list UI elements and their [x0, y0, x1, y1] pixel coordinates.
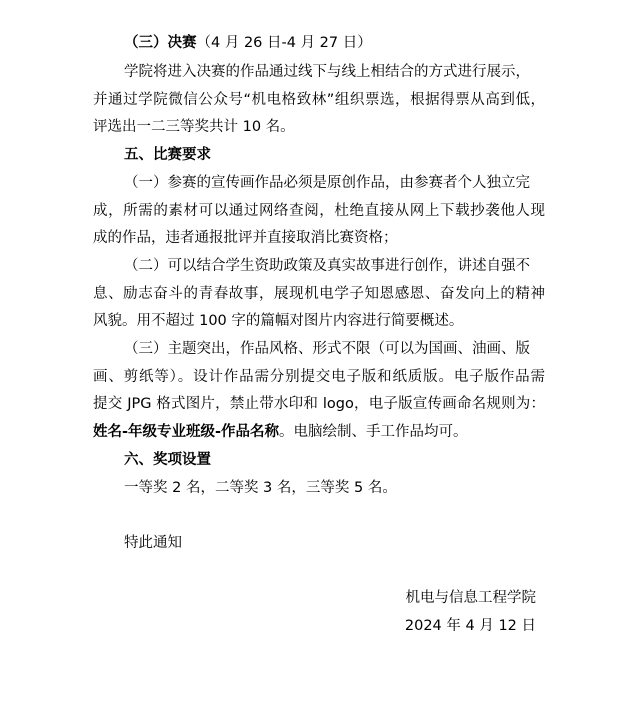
section-final-heading [124, 31, 576, 55]
paragraph-line: 并通过学院微信公众号“机电格致林”组织票选，根据得票从高到低， [93, 92, 545, 108]
final-heading-dates: （4 月 26 日-4 月 27 日） [196, 35, 372, 51]
paragraph-line: 学院将进入决赛的作品通过线下与线上相结合的方式进行展示， [124, 64, 530, 80]
paragraph-line: 评选出一二三等奖共计 10 名。 [93, 119, 295, 135]
paragraph-line: （一）参赛的宣传画作品必须是原创作品，由参赛者个人独立完 [124, 175, 530, 191]
notice-text: 特此通知 [124, 535, 182, 551]
paragraph-line: 提交 JPG 格式图片，禁止带水印和 logo，电子版宣传画命名规则为： [93, 396, 545, 412]
paragraph-line: 成的作品，违者通报批评并直接取消比赛资格； [93, 230, 398, 246]
naming-rule-line [93, 420, 545, 444]
paragraph-line: （二）可以结合学生资助政策及真实故事进行创作，讲述自强不 [124, 258, 530, 274]
signature-org: 机电与信息工程学院 [405, 590, 536, 606]
section-requirements-heading: 五、比赛要求 [124, 147, 211, 163]
paragraph-line: 风貌。用不超过 100 字的篇幅对图片内容进行简要概述。 [93, 313, 464, 329]
paragraph-line: （三）主题突出，作品风格、形式不限（可以为国画、油画、版 [124, 341, 530, 357]
naming-rule-note: 。电脑绘制、手工作品均可。 [279, 424, 468, 440]
paragraph-line: 画、剪纸等）。设计作品需分别提交电子版和纸质版。电子版作品需 [93, 369, 545, 385]
paragraph-line: 成，所需的素材可以通过网络查阅，杜绝直接从网上下载抄袭他人现 [93, 203, 545, 219]
section-awards-heading: 六、奖项设置 [124, 452, 211, 468]
signature-date: 2024 年 4 月 12 日 [404, 618, 536, 634]
paragraph-line: 息、励志奋斗的青春故事，展现机电学子知恩感恩、奋发向上的精神 [93, 286, 545, 302]
naming-rule-format: 姓名-年级专业班级-作品名称 [93, 424, 280, 440]
awards-line: 一等奖 2 名，二等奖 3 名，三等奖 5 名。 [124, 480, 397, 496]
final-heading-title: （三）决赛 [124, 35, 197, 51]
